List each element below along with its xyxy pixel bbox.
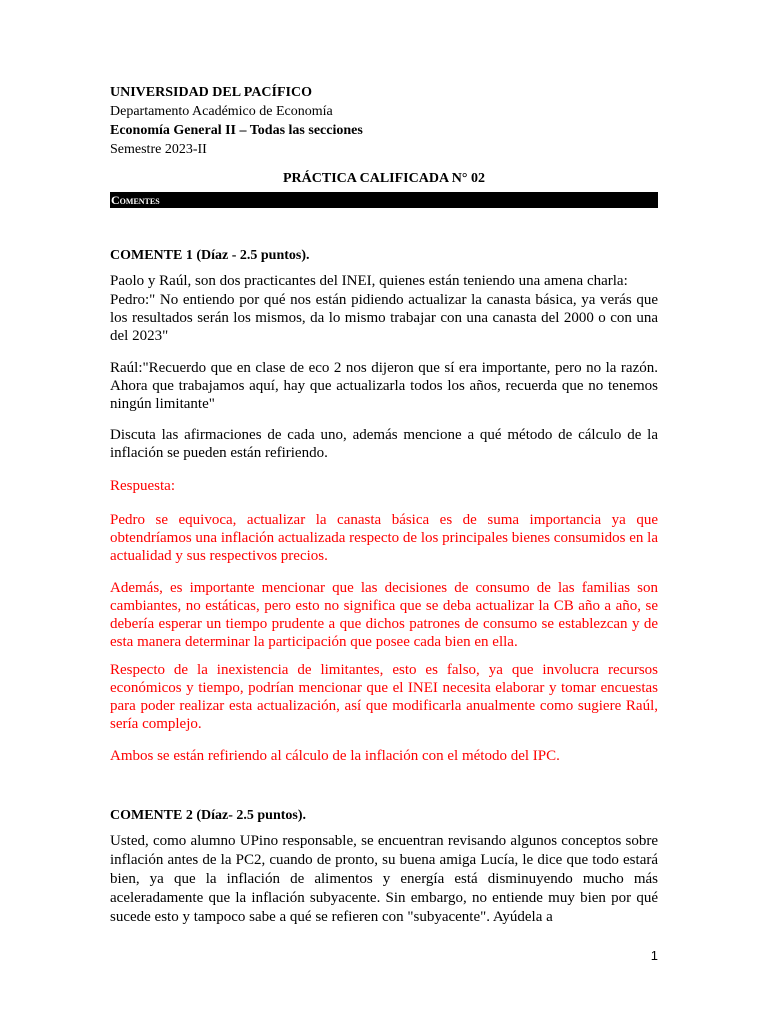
answer-paragraph-2: Además, es importante mencionar que las decisiones de consumo de las familias son cambiantes, no estáticas, pero esto no significa que se deba actualizar la CB año a año, se debería esperar un tiempo prudente a que dichos patrones de consumo se establezcan y de esta manera determinar la participación que posee cada bien en ella. (110, 580, 658, 650)
answer-paragraph-3: Respecto de la inexistencia de limitantes, esto es falso, ya que involucra recursos económicos y tiempo, podrían mencionar que el INEI necesita elaborar y tomar encuestas para poder realizar esta actualización, así que modificarla anualmente como sugiere Raúl, sería complejo. (110, 662, 658, 732)
answer-label: Respuesta: (110, 478, 175, 494)
semester-label: Semestre 2023-II (110, 142, 207, 157)
comente1-intro: Paolo y Raúl, son dos practicantes del INEI, quienes están teniendo una amena charla: (110, 273, 628, 289)
comente1-raul-quote: Raúl:"Recuerdo que en clase de eco 2 nos dijeron que sí era importante, pero no la razón. Ahora que trabajamos aquí, hay que actualizarla todos los años, recuerda que no tenemos ningún limitante" (110, 360, 658, 412)
comente1-question: Discuta las afirmaciones de cada uno, además mencione a qué método de cálculo de la inflación se pueden están refiriendo. (110, 427, 658, 461)
section-label: Comentes (111, 193, 160, 207)
document-header (110, 83, 363, 159)
section-bar (110, 192, 658, 208)
course-name: Economía General II – Todas las secciones (110, 123, 363, 138)
university-name: UNIVERSIDAD DEL PACÍFICO (110, 85, 312, 100)
comente2-heading: COMENTE 2 (Díaz- 2.5 puntos). (110, 808, 307, 823)
answer-paragraph-4: Ambos se están refiriendo al cálculo de la inflación con el método del IPC. (110, 748, 560, 764)
page-number: 1 (650, 948, 658, 963)
comente1-pedro-quote: Pedro:" No entiendo por qué nos están pidiendo actualizar la canasta básica, ya verás que los resultados serán los mismos, da lo mismo trabajar con una canasta del 2000 o con una del 2023" (110, 292, 658, 344)
exam-title: PRÁCTICA CALIFICADA N° 02 (282, 171, 485, 186)
department-name: Departamento Académico de Economía (110, 104, 333, 119)
comente2-text: Usted, como alumno UPino responsable, se encuentran revisando algunos conceptos sobre inflación antes de la PC2, cuando de pronto, su buena amiga Lucía, le dice que todo estará bien, ya que la inflación de alimentos y energía está disminuyendo mucho más aceleradamente que la inflación subyacente. Sin embargo, no entiende muy bien por qué sucede esto y tampoco sabe a qué se refieren con "subyacente". Ayúdela a (110, 833, 658, 925)
answer-paragraph-1: Pedro se equivoca, actualizar la canasta básica es de suma importancia ya que obtendríamos una inflación actualizada respecto de los principales bienes consumidos en la actualidad y sus respectivos precios. (110, 512, 658, 564)
comente1-heading: COMENTE 1 (Díaz - 2.5 puntos). (110, 248, 310, 263)
